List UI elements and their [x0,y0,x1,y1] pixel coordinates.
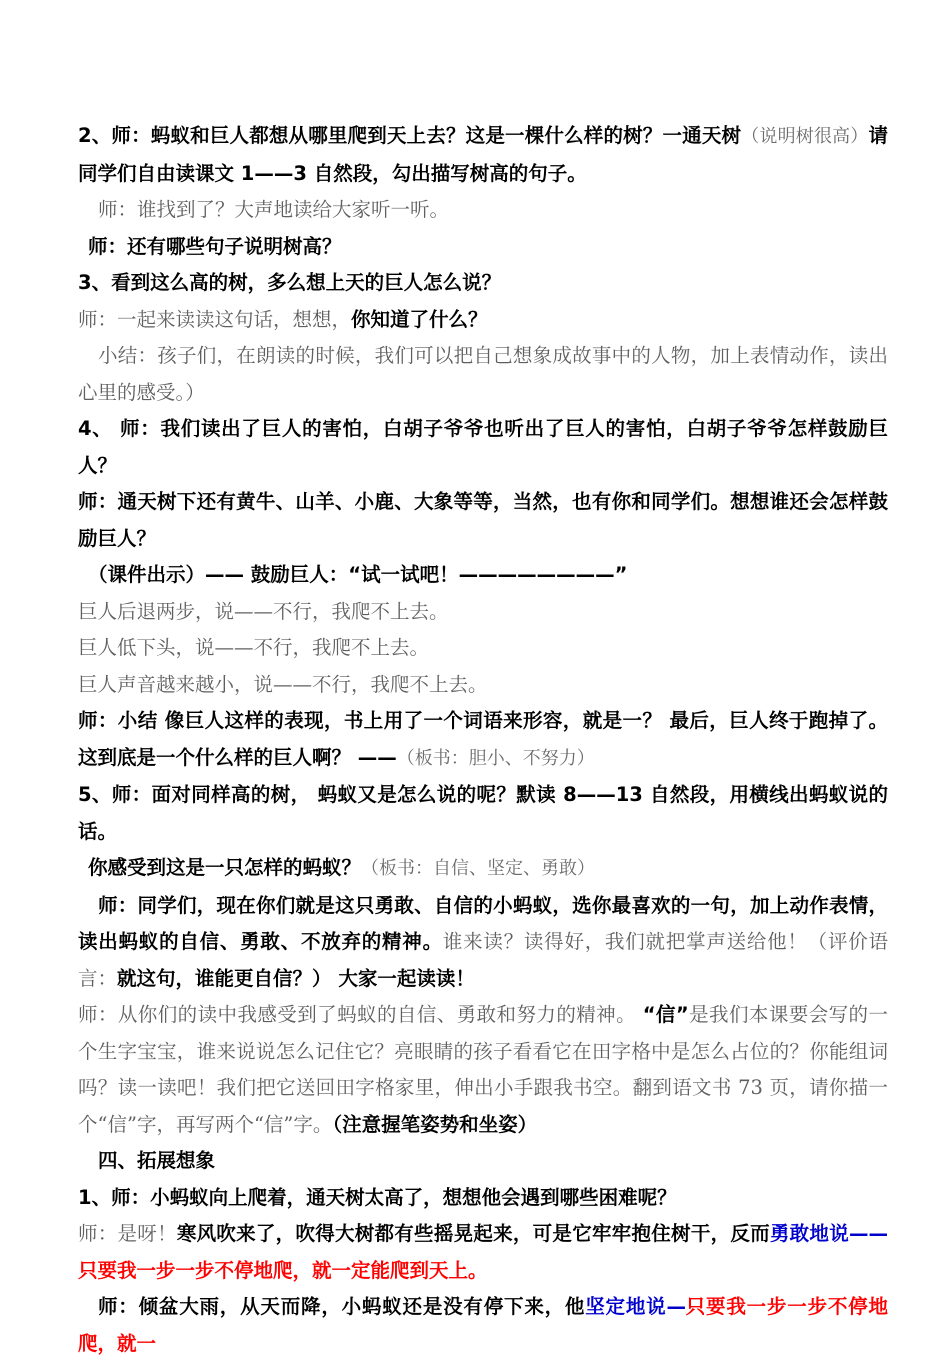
xin-note-posture: （注意握笔姿势和坐姿） [332,1112,538,1136]
item-2-text-b: 请同学们自由读课文 1——3 自然段，勾出描写树高的句子。 [78,124,888,185]
paragraph-giant-step-back: 巨人后退两步，说——不行，我爬不上去。 [78,599,449,623]
paragraph-what-kind-of-ant [78,850,888,888]
paragraph-item-4: 4、 师：我们读出了巨人的害怕，白胡子爷爷也听出了巨人的害怕，白胡子爷爷怎样鼓励巨人？ [78,417,888,477]
paragraph-courseware-encourage: （课件出示）—— 鼓励巨人：“试一试吧！————————” [88,563,628,586]
paragraph-cold-wind [78,1216,888,1289]
paragraph-teacher-summary-giant [78,703,888,777]
paragraph-item-5: 5、师：面对同样高的树， 蚂蚁又是怎么说的呢？默读 8——13 自然段，用横线出蚂蚁说的话。 [78,783,888,843]
paragraph-summary-children: 小结：孩子们，在朗读的时候，我们可以把自己想象成故事中的人物，加上表情动作，读出心里的感受。） [78,344,888,404]
what-kind-ant-text: 你感受到这是一只怎样的蚂蚁？ [88,856,362,879]
paragraph-tree-animals: 师：通天树下还有黄牛、山羊、小鹿、大象等等，当然，也有你和同学们。想想谁还会怎样鼓励巨人？ [78,490,888,550]
summary-giant-note: （板书：胆小、不努力） [396,747,595,769]
paragraph-item-2 [78,118,888,192]
what-kind-ant-note: （板书：自信、坚定、勇敢） [361,858,596,879]
brave-ant-text-d: ） 大家一起读读！ [312,966,475,990]
paragraph-teacher-other-sentences: 师：还有哪些句子说明树高？ [88,234,342,258]
cold-wind-text-a: 师：是呀！ [78,1222,177,1245]
heavy-rain-red-quote: 只要我一步一步不停地爬，就一 [78,1295,888,1355]
brave-ant-text-c: 就这句，谁能更自信？ [117,966,313,990]
cold-wind-red-quote: 只要我一步一步不停地爬，就一定能爬到天上。 [78,1258,488,1282]
item-2-note: （说明树很高） [741,126,869,147]
paragraph-teacher-who-found: 师：谁找到了？大声地读给大家听一听。 [98,198,450,221]
paragraph-s4-item-1: 1、师：小蚂蚁向上爬着，通天树太高了，想想他会遇到哪些困难呢？ [78,1185,677,1209]
heavy-rain-blue-phrase: 坚定地说 [585,1295,667,1318]
read-together-text-a: 师：一起来读读这句话，想想， [78,307,352,331]
xin-quoted-character: “信” [642,1003,689,1026]
paragraph-teacher-read-together [78,302,888,339]
read-together-text-b: 你知道了什么？ [351,307,488,331]
paragraph-character-xin [78,997,888,1143]
brave-ant-text-a: 师：同学们，现在你们就是这只勇敢、自信的小蚂蚁，选你最喜欢的一句，加上动作表情，读出蚂蚁的自信、勇敢、不放弃的精神。 [78,893,888,953]
xin-text-a: 师：从你们的读中我感受到了蚂蚁的自信、勇敢和努力的精神。 [78,1003,643,1026]
paragraph-classmates-brave-ant [78,888,888,998]
paragraph-giant-lower-head: 巨人低下头，说——不行，我爬不上去。 [78,636,430,659]
paragraph-giant-voice-smaller: 巨人声音越来越小，说——不行，我爬不上去。 [78,672,488,696]
cold-wind-blue-phrase: 勇敢地说—— [769,1222,888,1245]
heavy-rain-blue-dash: — [666,1295,685,1318]
cold-wind-text-b: 寒风吹来了，吹得大树都有些摇晃起来，可是它牢牢抱住树干，反而 [176,1222,770,1245]
heavy-rain-text-a: 师：倾盆大雨，从天而降，小蚂蚁还是没有停下来，他 [98,1295,586,1318]
paragraph-item-3: 3、看到这么高的树，多么想上天的巨人怎么说？ [78,271,502,294]
section-heading-four: 四、拓展想象 [98,1149,216,1172]
brave-ant-text-b: 谁来读？读得好，我们就把掌声送给他！（评价语言： [78,930,888,990]
document-body [78,118,888,1362]
item-2-text-a: 2、师：蚂蚁和巨人都想从哪里爬到天上去？这是一棵什么样的树？一通天树 [78,124,742,147]
paragraph-heavy-rain [78,1289,888,1362]
summary-giant-text: 师：小结 像巨人这样的表现，书上用了一个词语来形容，就是一？ 最后，巨人终于跑掉了。这到底是一个什么样的巨人啊？ —— [78,709,888,769]
xin-text-c: 是我们本课要会写的一个生字宝宝，谁来说说怎么记住它？亮眼睛的孩子看看它在田字格中是怎么占位的？你能组词吗？读一读吧！我们把它送回田字格家里，伸出小手跟我书空。翻到语文书 73 页，请你描一个“信”字，再写两个“信”字。 [78,1003,888,1136]
